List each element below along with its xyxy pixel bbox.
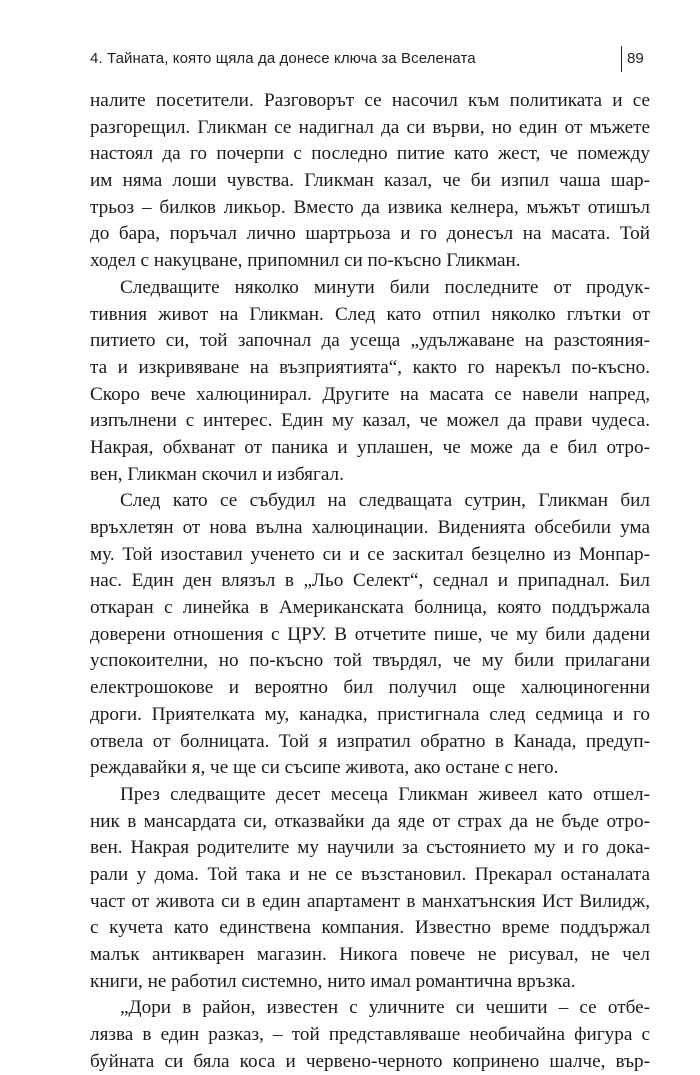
text-line: дроги. Приятелката му, канадка, пристигнала след седмица и го [90, 703, 650, 725]
text-line: настоял да го почерпи с последно питие като жест, че помежду [90, 143, 650, 165]
text-line: разгорещил. Гликман се надигнал да си върви, но един от мъжете [90, 116, 650, 138]
text-line: налите посетители. Разговорът се насочил към политиката и се [90, 90, 650, 111]
text-line: През следващите десет месеца Гликман живеел като отшел- [120, 783, 650, 805]
body-text [90, 88, 650, 1075]
text-line: „Дори в район, известен с уличните си чешити – се отбе- [120, 997, 650, 1019]
text-line: доверени отношения с ЦРУ. В отчетите пише, че му били дадени [90, 623, 650, 645]
text-line: вен. Накрая родителите му научили за състоянието му и го дока- [90, 837, 650, 859]
text-line: рали у дома. Той така и не се възстановил. Прекарал останалата [90, 863, 650, 885]
text-line: малък антикварен магазин. Никога повече не рисувал, не чел [90, 944, 650, 965]
paragraph [90, 995, 650, 1075]
text-line: отвела от болницата. Той я изпратил обратно в Канада, предуп- [90, 730, 650, 752]
text-line: вен, Гликман скочил и избягал. [90, 463, 344, 485]
text-line: питието си, той започнал да усеща „удължаване на разстояния- [90, 330, 650, 352]
paragraph [90, 88, 650, 275]
text-line: та и изкривяване на възприятията“, както го нарекъл по-късно. [90, 356, 650, 378]
text-line: електрошокове и вероятно бил получил още халюциногенни [90, 677, 650, 699]
text-line: След като се събудил на следващата сутрин, Гликман бил [120, 490, 650, 512]
running-title: 4. Тайната, която щяла да донесе ключа за Вселената [90, 50, 476, 67]
text-line: част от живота си в един апартамент в манхатънския Ист Вилидж, [90, 890, 650, 912]
text-line: ходел с накуцване, припомнил си по-късно Гликман. [90, 250, 521, 272]
paragraph [90, 275, 650, 489]
running-head [90, 46, 650, 72]
header-divider [621, 46, 622, 72]
page-number: 89 [627, 50, 644, 67]
text-line: книги, не работил системно, нито имал романтична връзка. [90, 970, 576, 992]
text-line: лязва в един разказ, – той представляваше необичайна фигура с [90, 1024, 650, 1046]
text-line: му. Той изоставил ученето си и се заскитал безцелно из Монпар- [90, 543, 650, 565]
text-line: успокоителни, но по-късно той твърдял, че му били прилагани [90, 650, 650, 672]
text-line: откаран с линейка в Американската болница, която поддържала [90, 597, 650, 619]
text-line: до бара, поръчал лично шартрьоза и го донесъл на масата. Той [90, 223, 650, 245]
text-line: ник в мансардата си, отказвайки да яде от страх да не бъде отро- [90, 810, 650, 832]
text-line: им няма лоши чувства. Гликман казал, че би изпил чаша шар- [90, 170, 650, 192]
text-line: буйната си бяла коса и червено-черното копринено шалче, вър- [90, 1050, 650, 1072]
paragraph [90, 488, 650, 782]
text-line: тивния живот на Гликман. След като отпил няколко глътки от [90, 303, 650, 325]
text-line: изпълнени с интерес. Един му казал, че можел да прави чудеса. [90, 410, 650, 432]
text-line: реждавайки я, че ще си съсипе живота, ако остане с него. [90, 757, 559, 779]
text-line: с кучета като единствена компания. Известно време поддържал [90, 917, 650, 939]
text-line: Накрая, обхванат от паника и уплашен, че може да е бил отро- [90, 436, 650, 458]
text-line: нас. Един ден влязъл в „Льо Селект“, седнал и припаднал. Бил [90, 570, 650, 592]
text-line: трьоз – билков ликьор. Вместо да извика келнера, мъжът отишъл [90, 196, 650, 218]
text-line: връхлетян от нова вълна халюцинации. Виденията обсебили ума [90, 517, 650, 538]
paragraph [90, 782, 650, 996]
text-line: Следващите няколко минути били последните от продук- [120, 276, 650, 298]
text-line: Скоро вече халюцинирал. Другите на масата се навели напред, [90, 383, 650, 405]
